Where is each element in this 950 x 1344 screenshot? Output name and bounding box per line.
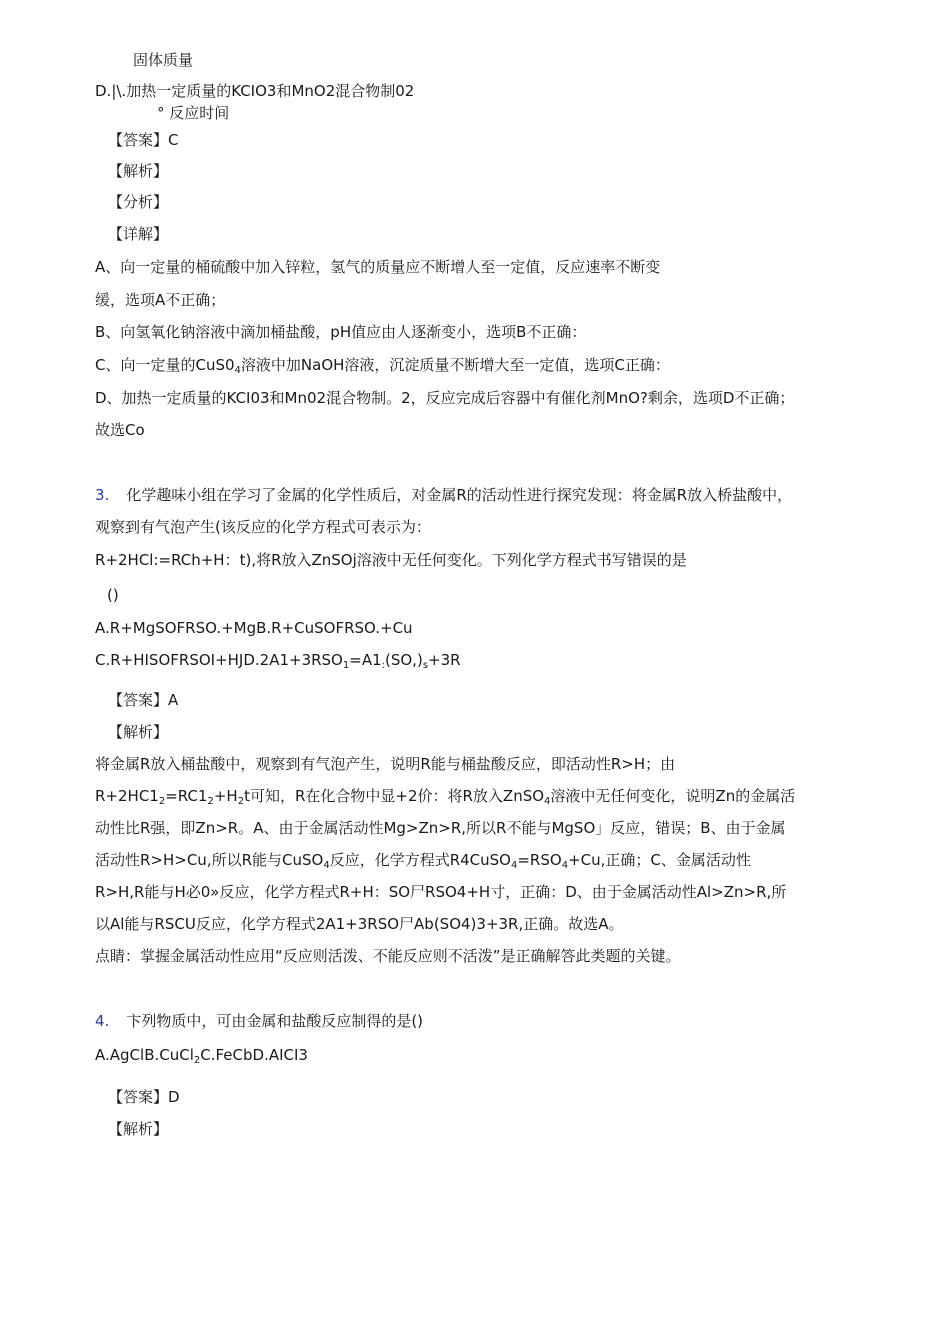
- conclusion: 故选Co: [95, 421, 145, 439]
- analysis-label: 【解析】: [108, 723, 169, 741]
- detail-label: 【详解】: [108, 225, 169, 243]
- explanation-line5: R>H,R能与H必0»反应，化学方程式R+H：SO尸RSO4+H寸，正确：D、由于金属活动性Al>Zn>R,所: [95, 883, 787, 901]
- answer-label: 【答案】A: [108, 691, 179, 709]
- explanation-line2: $R+2HC1_2=RC1_2+H_2t$可知，R在化合物中显+2价：将R放入ZnSO$_4$溶液中无任何变化，说明Zn的金属活: [95, 787, 796, 807]
- explanation-line1: 将金属R放入桶盐酸中，观察到有气泡产生，说明R能与桶盐酸反应，即活动性R>H；由: [95, 755, 676, 773]
- question-4-options: A.AgClB.CuCl$_2$C.FeCbD.AICI3: [95, 1046, 308, 1066]
- question-3-stem-line3: R+2HCl:=RCh+H：t),将R放入ZnSOj溶液中无任何变化。下列化学方程式书写错误的是: [95, 551, 687, 569]
- graph-x-axis-label: ° 反应时间: [157, 104, 230, 122]
- question-4-stem: 4. 卞列物质中，可由金属和盐酸反应制得的是(): [95, 1012, 424, 1030]
- detail-b: B、向氢氧化钠溶液中滴加桶盐酸，pH值应由人逐渐变小，选项B不正确：: [95, 323, 587, 341]
- detail-c: C、向一定量的$CuS0_4$溶液中加NaOH溶液，沉淀质量不断增大至一定值，选项C正确：: [95, 356, 670, 376]
- detail-a-line1: A、向一定量的桶硫酸中加入锌粒，氢气的质量应不断增人至一定值，反应速率不断变: [95, 258, 661, 276]
- answer-label: 【答案】C: [108, 131, 179, 149]
- detail-a-line2: 缓，选项A不正确；: [95, 291, 226, 309]
- analysis-label: 【解析】: [108, 162, 169, 180]
- explanation-line3: 动性比R强，即Zn>R。A、由于金属活动性Mg>Zn>R,所以R不能与MgSO」反应，错误；B、由于金属: [95, 819, 786, 837]
- detail-d: D、加热一定质量的KCI03和Mn02混合物制。2，反应完成后容器中有催化剂MnO?剩余，选项D不正确；: [95, 389, 795, 407]
- question-4-number: 4.: [95, 1012, 110, 1030]
- question-3-stem-line2: 观察到有气泡产生(该反应的化学方程式可表示为：: [95, 518, 431, 536]
- answer-label: 【答案】D: [108, 1088, 180, 1106]
- question-3-options-ab: A.R+MgSOFRSO.+MgB.R+CuSOFRSO.+Cu: [95, 619, 413, 637]
- explanation-line4: 活动性R>H>Cu,所以R能与CuSO$_4$反应，化学方程式$R4CuSO_4=RSO_4+Cu$,正确；C、金属活动性: [95, 851, 751, 871]
- option-d: D.|\.加热一定质量的KCIO3和MnO2混合物制02: [95, 82, 415, 100]
- tip-comment: 点睛：掌握金属活动性应用“反应则活泼、不能反应则不活泼”是正确解答此类题的关键。: [95, 947, 681, 965]
- question-3-options-cd: $C.R+HISOFRSOI+HJD.2A1+3RSO_1=A1_:(SO,)_s+3R$: [95, 651, 461, 671]
- graph-y-axis-label: 固体质量: [133, 51, 194, 69]
- question-3-number: 3.: [95, 486, 110, 504]
- fenxi-label: 【分析】: [108, 193, 169, 211]
- question-3-blank: (): [107, 586, 119, 604]
- question-3-stem-line1: 3. 化学趣味小组在学习了金属的化学性质后，对金属R的活动性进行探究发现：将金属R放入桥盐酸中，: [95, 486, 793, 504]
- explanation-line6: 以Al能与RSCU反应，化学方程式2A1+3RSO尸Ab(SO4)3+3R,正确。故选A。: [95, 915, 624, 933]
- analysis-label: 【解析】: [108, 1120, 169, 1138]
